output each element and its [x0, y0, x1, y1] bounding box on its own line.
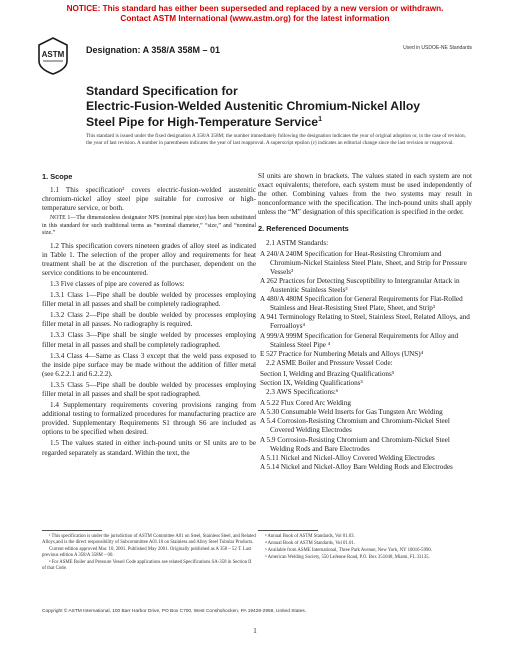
ref-item: A 480/A 480M Specification for General Requirements for Flat-Rolled Stainless and Heat-Resisting Steel Plate, Sheet, and Strip³ — [260, 295, 463, 313]
para-2-2: 2.2 ASME Boiler and Pressure Vessel Code: — [266, 358, 393, 367]
ref-item: A 941 Terminology Relating to Steel, Stainless Steel, Related Alloys, and Ferroalloys⁴ — [260, 313, 470, 331]
footnotes-right — [258, 534, 472, 562]
notice-line-2: Contact ASTM International (www.astm.org) for the latest information — [120, 14, 390, 23]
copyright-line: Copyright © ASTM International, 100 Barr Harbor Drive, PO Box C700, West Conshohocken, PA 19428-2959, United States. — [42, 609, 307, 614]
footnote: ⁶ American Welding Society, 550 LeJeune Road, P.O. Box 351040, Miami, FL 33135. — [265, 555, 430, 561]
ref-item: Section I, Welding and Brazing Qualifications⁵ — [260, 369, 395, 378]
para-1-3: 1.3 Five classes of pipe are covered as follows: — [50, 279, 185, 288]
ref-item: Section IX, Welding Qualifications⁵ — [260, 378, 363, 387]
para-1-3-5: 1.3.5 Class 5—Pipe shall be double welded by processes employing filler metal in all passes and shall be spot radiographed. — [42, 380, 256, 398]
ref-item: A 5.14 Nickel and Nickel-Alloy Bare Welding Rods and Electrodes — [260, 462, 453, 471]
title-line-2: Electric-Fusion-Welded Austenitic Chromium-Nickel Alloy — [86, 98, 421, 113]
footnote: ² For ASME Boiler and Pressure Vessel Code applications see related Specifications SA-358 in Section II of that Code. — [42, 560, 252, 572]
ref-item: E 527 Practice for Numbering Metals and Alloys (UNS)⁴ — [260, 349, 424, 358]
right-column — [258, 172, 472, 472]
para-1-3-2: 1.3.2 Class 2—Pipe shall be double welded by processes employing filler metal in all passes. No radiography is required. — [42, 311, 256, 329]
title-line-3: Steel Pipe for High-Temperature Service$^1$ — [86, 115, 322, 130]
para-2-1: 2.1 ASTM Standards: — [266, 238, 329, 247]
ref-item: A 262 Practices for Detecting Susceptibility to Intergranular Attack in Austenitic Stainless Steels³ — [260, 276, 460, 295]
ref-item: A 5.4 Corrosion-Resisting Chromium and Chromium-Nickel Steel Covered Welding Electrodes — [260, 417, 450, 435]
para-1-4: 1.4 Supplementary requirements covering provisions ranging from additional testing to formalized procedures for manufacturing practice are provided. Supplementary Requirements S1 through S6 are included as options to be specified when desired. — [42, 401, 256, 437]
para-1-3-1: 1.3.1 Class 1—Pipe shall be double welded by processes employing filler metal in all passes and shall be completely radiographed. — [42, 291, 256, 309]
para-1-5: 1.5 The values stated in either inch-pound units or SI units are to be regarded separately as standard. Within the text, the — [42, 439, 256, 457]
document-title — [86, 84, 446, 130]
issuance-note: This standard is issued under the fixed designation A 358/A 358M; the number immediately following the designation indicates the year of original adoption or, in the case of revision, the year of last revision. A number in parentheses indicates the year of last reapproval. A superscript epsilon (ε) indicates an editorial change since the last revision or reapproval. — [86, 133, 466, 146]
svg-text:ASTM: ASTM — [41, 50, 65, 59]
section-1-heading: 1. Scope — [42, 172, 73, 181]
ref-item: A 5.9 Corrosion-Resisting Chromium and Chromium-Nickel Steel Welding Rods and Bare Electrodes — [260, 435, 450, 453]
note-1: NOTE 1—The dimensionless designator NPS (nominal pipe size) has been substituted in this standard for such traditional terms as “nominal diameter,” “size,” and “nominal size.” — [42, 215, 256, 237]
para-1-3-4: 1.3.4 Class 4—Same as Class 3 except that the weld pass exposed to the inside pipe surface may be made without the addition of filler metal (see 6.2.2.1 and 6.2.2.2). — [42, 351, 256, 378]
para-1-3-3: 1.3.3 Class 3—Pipe shall be single welded by processes employing filler metal in all passes and shall be completely radiographed. — [42, 331, 256, 349]
footnotes-left — [42, 534, 256, 574]
section-2-heading: 2. Referenced Documents — [258, 224, 349, 234]
footnote-divider — [42, 530, 102, 531]
ref-item: A 5.22 Flux Cored Arc Welding — [260, 399, 351, 408]
superseded-notice — [0, 4, 510, 24]
ref-item: A 5.30 Consumable Weld Inserts for Gas Tungsten Arc Welding — [260, 408, 443, 417]
ref-item: A 5.11 Nickel and Nickel-Alloy Covered Welding Electrodes — [260, 453, 435, 462]
astm-international-logo — [36, 36, 70, 76]
notice-line-1: NOTICE: This standard has either been superseded and replaced by a new version or withdrawn. — [66, 4, 444, 13]
used-in-label: Used in USDOE-NE Standards — [403, 45, 472, 51]
page-number: 1 — [253, 627, 257, 635]
footnote: ¹ This specification is under the jurisdiction of ASTM Committee A01 on Steel, Stainless Steel, and Related Alloys,and is the direct responsibility of Subcommittee A01.10 on Stainless and Alloy Steel Tubular Products. — [42, 534, 256, 546]
para-2-3: 2.3 AWS Specifications:⁶ — [266, 388, 339, 397]
para-1-5-continued: SI units are shown in brackets. The values stated in each system are not exact equivalents; therefore, each system must be used independently of the other. Combining values from the two systems may result in nonconformance with the specification. The inch-pound units shall apply unless the “M” designation of this specification is specified in the order. — [258, 172, 472, 217]
footnote: ⁴ Annual Book of ASTM Standards, Vol 01.01. — [265, 541, 355, 547]
para-1-1: 1.1 This specification² covers electric-fusion-welded austenitic chromium-nickel alloy steel pipe suitable for corrosive or high-temperature service, or both. — [42, 186, 256, 213]
footnote: ⁵ Available from ASME International, Three Park Avenue, New York, NY 10016-5990. — [265, 548, 432, 554]
ref-item: A 240/A 240M Specification for Heat-Resisting Chromium and Chromium-Nickel Stainless Steel Plate, Sheet, and Strip for Pressure Vessels³ — [260, 249, 467, 276]
para-1-2: 1.2 This specification covers nineteen grades of alloy steel as indicated in Table 1. The selection of the proper alloy and requirements for heat treatment shall be at the discretion of the purchaser, dependent on the service conditions to be encountered. — [42, 241, 256, 277]
title-line-1: Standard Specification for — [86, 84, 238, 98]
ref-item: A 999/A 999M Specification for General Requirements for Alloy and Stainless Steel Pipe ⁴ — [260, 331, 459, 349]
footnote-divider — [258, 530, 318, 531]
designation: Designation: A 358/A 358M – 01 — [86, 45, 221, 55]
left-column — [42, 172, 256, 460]
footnote: ³ Annual Book of ASTM Standards, Vol 01.03. — [265, 534, 355, 539]
footnote: Current edition approved Mar. 10, 2001. Published May 2001. Originally published as A 358 – 52 T. Last previous edition A 358/A 358M – 00. — [42, 547, 252, 559]
